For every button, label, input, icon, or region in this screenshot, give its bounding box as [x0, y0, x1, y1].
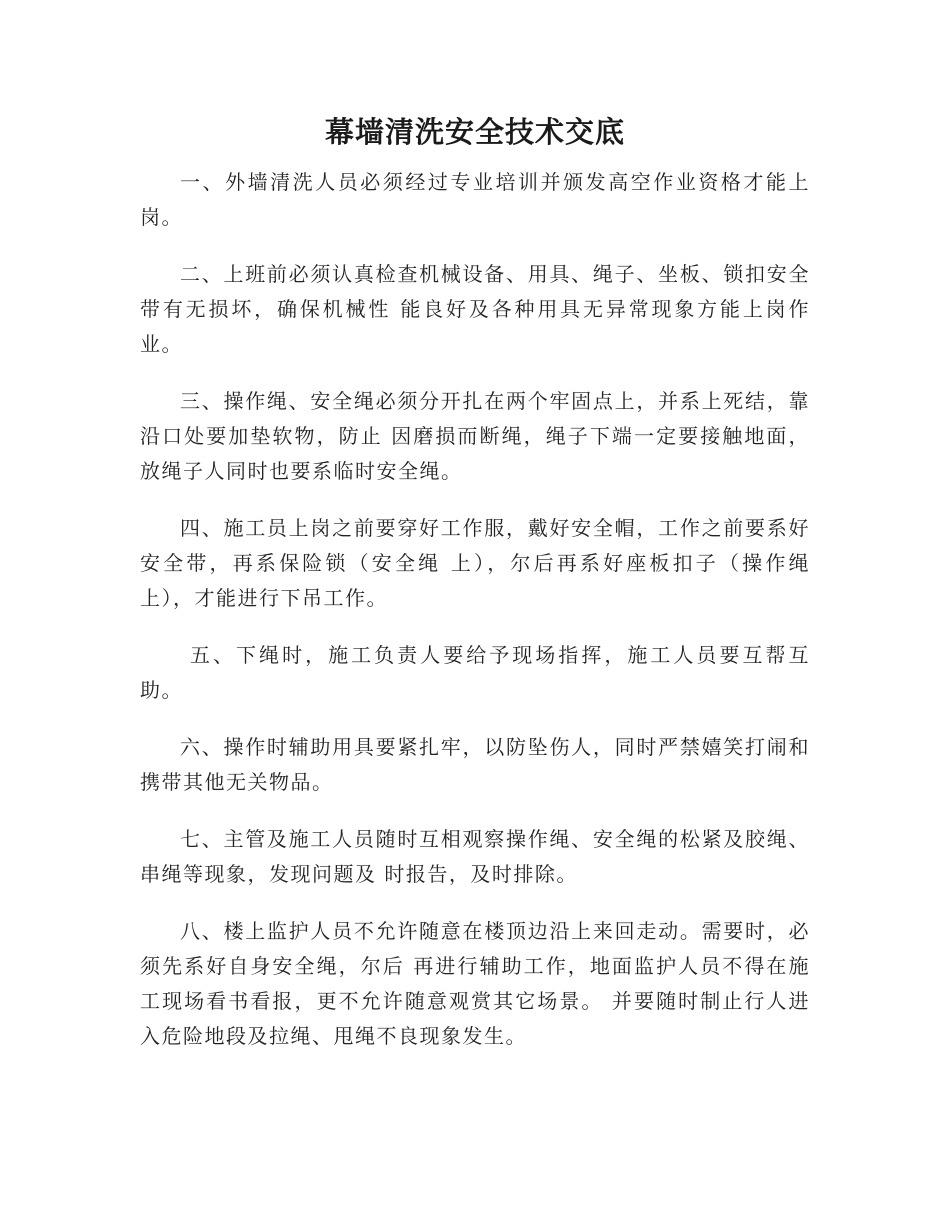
paragraph-3: 三、操作绳、安全绳必须分开扎在两个牢固点上，并系上死结，靠沿口处要加垫软物，防止 因磨损而断绳，绳子下端一定要接触地面，放绳子人同时也要系临时安全绳。 [140, 389, 810, 483]
paragraph-8: 八、楼上监护人员不允许随意在楼顶边沿上来回走动。需要时，必须先系好自身安全绳，尔后 再进行辅助工作，地面监护人员不得在施工现场看书看报，更不允许随意观赏其它场景。 并要随时制止行人进入危险地段及拉绳、甩绳不良现象发生。 [140, 919, 810, 1048]
paragraph-1: 一、外墙清洗人员必须经过专业培训并颁发高空作业资格才能上岗。 [140, 170, 810, 229]
document-title: 幕墙清洗安全技术交底 [324, 115, 625, 149]
document-body [140, 165, 810, 1076]
paragraph-7: 七、主管及施工人员随时互相观察操作绳、安全绳的松紧及胶绳、串绳等现象，发现问题及 时报告，及时排除。 [140, 827, 810, 886]
paragraph-2: 二、上班前必须认真检查机械设备、用具、绳子、坐板、锁扣安全带有无损坏，确保机械性 能良好及各种用具无异常现象方能上岗作业。 [140, 262, 810, 356]
paragraph-6: 六、操作时辅助用具要紧扎牢，以防坠伤人，同时严禁嬉笑打闹和携带其他无关物品。 [140, 735, 810, 794]
paragraph-5: 五、下绳时，施工负责人要给予现场指挥，施工人员要互帮互助。 [140, 643, 810, 702]
paragraph-4: 四、施工员上岗之前要穿好工作服，戴好安全帽，工作之前要系好安全带，再系保险锁（安全绳 上），尔后再系好座板扣子（操作绳上），才能进行下吊工作。 [140, 516, 810, 610]
